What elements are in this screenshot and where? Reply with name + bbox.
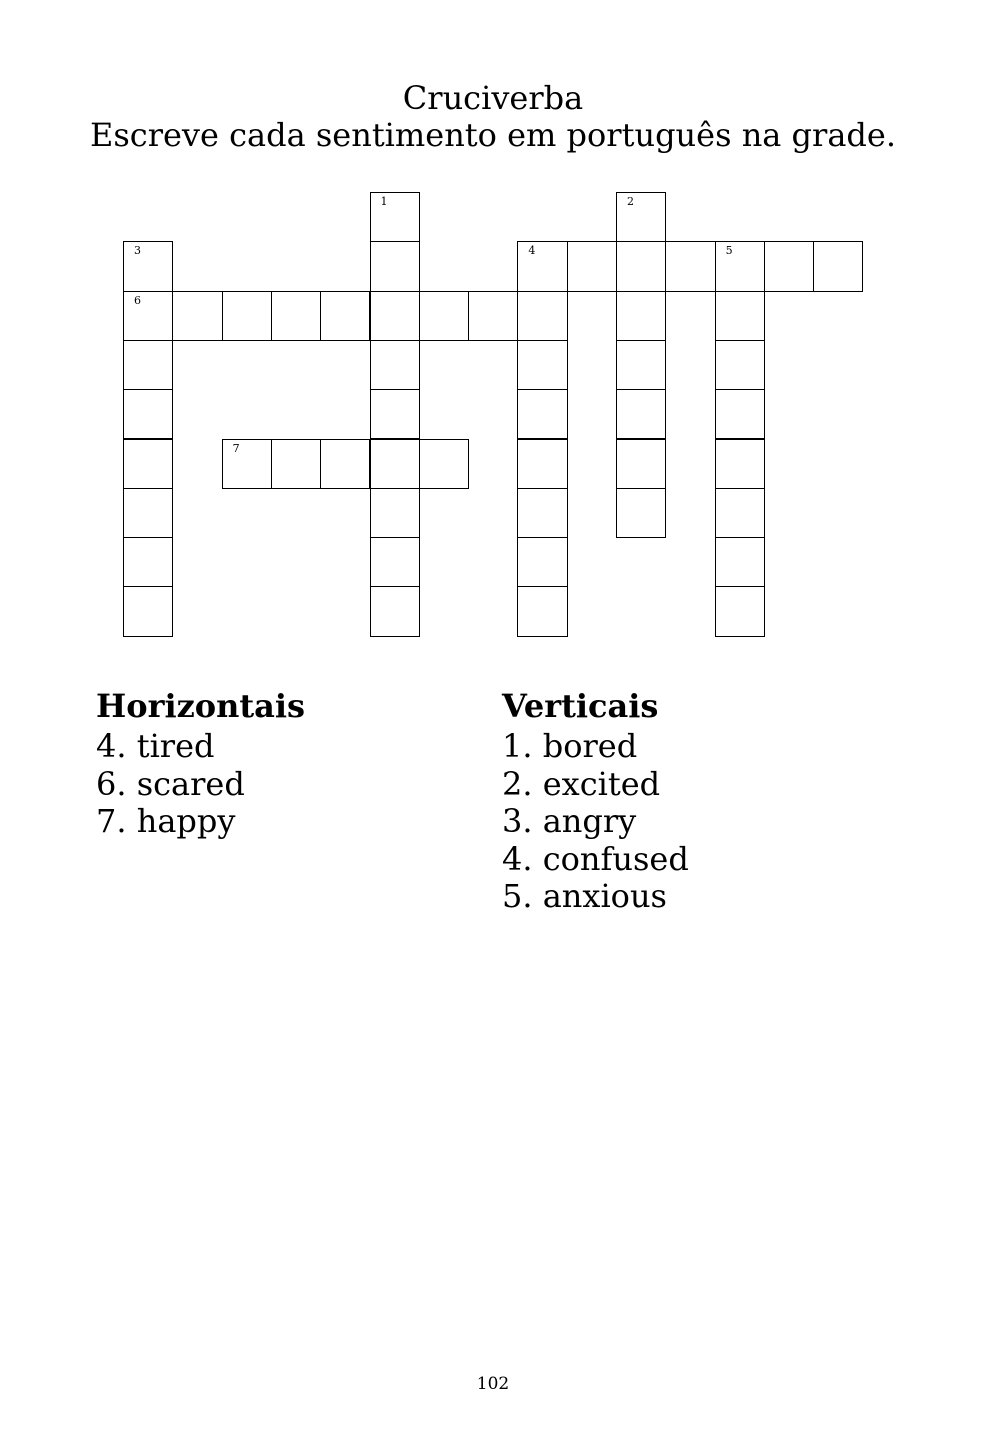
grid-cell[interactable]: [271, 439, 321, 489]
grid-cell[interactable]: [715, 488, 765, 538]
grid-cell[interactable]: [370, 291, 420, 341]
clue-number: 1: [380, 195, 388, 208]
grid-cell[interactable]: [616, 389, 666, 439]
grid-cell[interactable]: [517, 389, 567, 439]
grid-cell[interactable]: [517, 241, 567, 291]
down-clues: [502, 686, 689, 916]
grid-cell[interactable]: [616, 340, 666, 390]
clue-item: 5. anxious: [502, 877, 667, 915]
grid-cell[interactable]: [370, 241, 420, 291]
across-clues: [96, 686, 305, 841]
across-heading: Horizontais: [96, 687, 306, 725]
grid-cell[interactable]: [370, 586, 420, 636]
crossword-grid: [0, 0, 1008, 700]
grid-cell[interactable]: [616, 488, 666, 538]
grid-cell[interactable]: [715, 389, 765, 439]
instruction-text: Escreve cada sentimento em português na grade.: [89, 116, 896, 154]
grid-cell[interactable]: [222, 291, 272, 341]
grid-cell[interactable]: [419, 291, 469, 341]
grid-cell[interactable]: [665, 241, 715, 291]
clue-number: 5: [725, 244, 733, 258]
down-heading: Verticais: [502, 687, 659, 725]
grid-cell[interactable]: [370, 488, 420, 538]
clue-number: 4: [528, 244, 536, 258]
clue-item: 7. happy: [96, 802, 236, 840]
grid-cell[interactable]: [517, 291, 567, 341]
grid-cell[interactable]: [616, 241, 666, 291]
clue-number: 3: [134, 244, 141, 258]
grid-cell[interactable]: [517, 439, 567, 489]
clue-item: 1. bored: [502, 727, 638, 765]
grid-cell[interactable]: [370, 340, 420, 390]
grid-cell[interactable]: [715, 291, 765, 341]
grid-cell[interactable]: [715, 537, 765, 587]
grid-cell[interactable]: [616, 439, 666, 489]
grid-cell[interactable]: [715, 241, 765, 291]
grid-cell[interactable]: [616, 192, 666, 242]
clue-number: 7: [232, 441, 240, 455]
grid-cell[interactable]: [222, 439, 272, 489]
clue-number: 2: [627, 195, 634, 208]
grid-cell[interactable]: [517, 488, 567, 538]
clue-item: 4. tired: [96, 727, 215, 765]
grid-cell[interactable]: [567, 241, 617, 291]
grid-cell[interactable]: [419, 439, 469, 489]
page-title: Cruciverba: [402, 79, 584, 117]
grid-cell[interactable]: [123, 586, 173, 636]
grid-cell[interactable]: [320, 439, 370, 489]
grid-cell[interactable]: [172, 291, 222, 341]
clue-number: 6: [134, 293, 141, 307]
clue-item: 6. scared: [96, 764, 245, 803]
grid-cell[interactable]: [813, 241, 863, 291]
grid-cell[interactable]: [123, 537, 173, 587]
grid-cell[interactable]: [517, 586, 567, 636]
grid-cell[interactable]: [123, 389, 173, 439]
page-number: 102: [476, 1374, 510, 1394]
grid-cell[interactable]: [271, 291, 321, 341]
grid-cell[interactable]: [370, 537, 420, 587]
grid-cell[interactable]: [370, 192, 420, 242]
clue-item: 4. confused: [502, 839, 689, 878]
grid-cell[interactable]: [123, 241, 173, 291]
clue-item: 2. excited: [502, 764, 661, 803]
grid-cell[interactable]: [370, 439, 420, 489]
grid-cell[interactable]: [123, 291, 173, 341]
grid-cell[interactable]: [123, 439, 173, 489]
grid-cell[interactable]: [320, 291, 370, 341]
grid-cell[interactable]: [764, 241, 814, 291]
grid-cell[interactable]: [468, 291, 518, 341]
grid-cell[interactable]: [616, 291, 666, 341]
grid-cell[interactable]: [370, 389, 420, 439]
grid-cell[interactable]: [123, 340, 173, 390]
grid-cell[interactable]: [123, 488, 173, 538]
grid-cell[interactable]: [715, 340, 765, 390]
grid-cell[interactable]: [517, 340, 567, 390]
grid-cell[interactable]: [715, 586, 765, 636]
grid-cell[interactable]: [715, 439, 765, 489]
grid-cell[interactable]: [517, 537, 567, 587]
clue-item: 3. angry: [502, 802, 637, 840]
